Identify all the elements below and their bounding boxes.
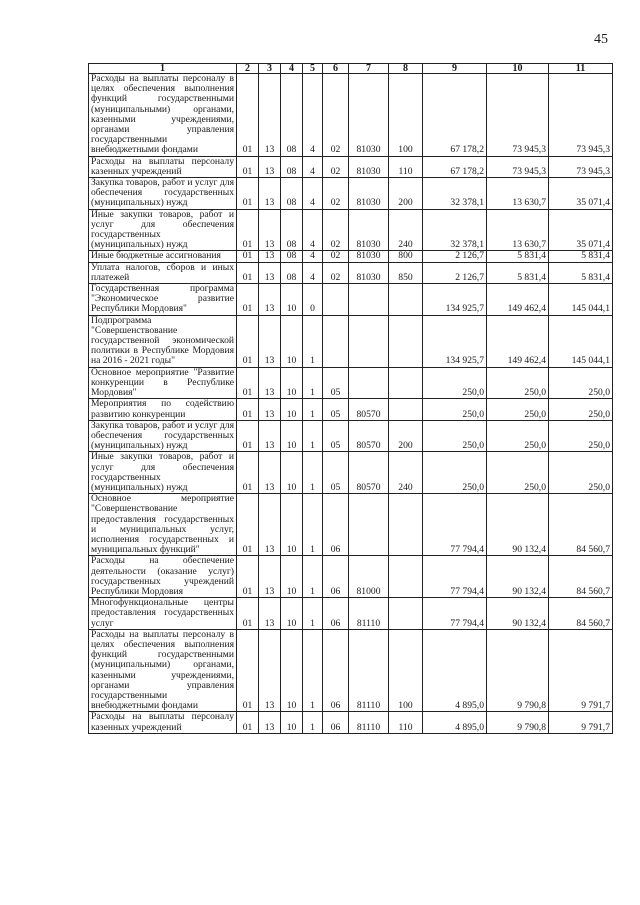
row-cell-8: 850: [389, 262, 423, 283]
row-cell-10: 250,0: [487, 420, 549, 452]
row-cell-4: 10: [281, 452, 303, 494]
row-cell-11: 145 044,1: [549, 284, 613, 316]
row-cell-7: 80570: [349, 452, 389, 494]
table-row: [89, 74, 613, 157]
row-cell-11: 35 071,4: [549, 209, 613, 251]
row-cell-4: 10: [281, 556, 303, 598]
row-cell-9: 77 794,4: [423, 556, 487, 598]
row-cell-7: 80570: [349, 399, 389, 420]
row-cell-8: [389, 598, 423, 630]
row-cell-9: 134 925,7: [423, 315, 487, 367]
row-cell-4: 08: [281, 178, 303, 210]
row-cell-2: 01: [237, 494, 259, 556]
row-cell-10: 149 462,4: [487, 284, 549, 316]
table-row: [89, 251, 613, 262]
row-cell-5: 1: [303, 315, 323, 367]
header-col-7: 7: [349, 64, 389, 74]
row-cell-7: 81030: [349, 209, 389, 251]
row-cell-5: 4: [303, 209, 323, 251]
row-cell-9: 134 925,7: [423, 284, 487, 316]
row-cell-6: [323, 284, 349, 316]
row-cell-9: 67 178,2: [423, 156, 487, 177]
row-cell-7: 81030: [349, 156, 389, 177]
row-name-cell: Мероприятия по содействию развитию конкуренции: [89, 399, 237, 420]
row-cell-10: 250,0: [487, 399, 549, 420]
row-cell-5: 4: [303, 156, 323, 177]
row-cell-4: 10: [281, 494, 303, 556]
header-col-8: 8: [389, 64, 423, 74]
row-cell-10: 250,0: [487, 367, 549, 399]
row-cell-10: 5 831,4: [487, 251, 549, 262]
row-cell-10: 90 132,4: [487, 556, 549, 598]
row-cell-4: 08: [281, 156, 303, 177]
row-cell-7: [349, 284, 389, 316]
row-cell-7: 81030: [349, 178, 389, 210]
row-cell-2: 01: [237, 712, 259, 733]
row-cell-4: 10: [281, 420, 303, 452]
row-name-cell: Закупка товаров, работ и услуг для обеспечения государственных (муниципальных) нужд: [89, 178, 237, 210]
budget-table: [88, 63, 613, 734]
row-cell-6: 02: [323, 74, 349, 157]
row-cell-2: 01: [237, 452, 259, 494]
row-cell-2: 01: [237, 178, 259, 210]
row-cell-6: 06: [323, 629, 349, 712]
row-cell-11: 5 831,4: [549, 251, 613, 262]
header-col-5: 5: [303, 64, 323, 74]
row-cell-3: 13: [259, 262, 281, 283]
row-cell-6: 02: [323, 262, 349, 283]
row-cell-3: 13: [259, 420, 281, 452]
row-cell-2: 01: [237, 556, 259, 598]
row-name-cell: Основное мероприятие "Совершенствование предоставления государственных и муниципальных услуг, исполнения государственных и муниципальных функций": [89, 494, 237, 556]
table-row: [89, 399, 613, 420]
row-cell-9: 250,0: [423, 452, 487, 494]
row-cell-6: 06: [323, 556, 349, 598]
row-cell-3: 13: [259, 556, 281, 598]
row-cell-3: 13: [259, 494, 281, 556]
header-col-2: 2: [237, 64, 259, 74]
row-cell-6: [323, 315, 349, 367]
row-cell-6: 05: [323, 452, 349, 494]
row-cell-5: 1: [303, 420, 323, 452]
table-row: [89, 598, 613, 630]
row-cell-9: 2 126,7: [423, 251, 487, 262]
row-cell-2: 01: [237, 262, 259, 283]
row-cell-5: 4: [303, 262, 323, 283]
row-cell-3: 13: [259, 251, 281, 262]
row-cell-2: 01: [237, 598, 259, 630]
row-cell-3: 13: [259, 315, 281, 367]
header-col-1: 1: [89, 64, 237, 74]
row-cell-7: 81110: [349, 712, 389, 733]
row-name-cell: Расходы на выплаты персоналу в целях обеспечения выполнения функций государственными (муниципальными) органами, казенными учреждениями, органами управления государственными внебюджетными фондами: [89, 629, 237, 712]
table-row: [89, 452, 613, 494]
row-cell-4: 08: [281, 209, 303, 251]
row-cell-2: 01: [237, 315, 259, 367]
row-cell-8: 110: [389, 156, 423, 177]
row-cell-4: 08: [281, 251, 303, 262]
header-col-6: 6: [323, 64, 349, 74]
row-cell-2: 01: [237, 209, 259, 251]
row-name-cell: Расходы на обеспечение деятельности (оказание услуг) государственных учреждений Республики Мордовия: [89, 556, 237, 598]
row-cell-8: 800: [389, 251, 423, 262]
row-cell-11: 5 831,4: [549, 262, 613, 283]
row-cell-6: 06: [323, 598, 349, 630]
row-cell-10: 5 831,4: [487, 262, 549, 283]
row-cell-9: 250,0: [423, 367, 487, 399]
table-body: [89, 74, 613, 734]
row-cell-2: 01: [237, 251, 259, 262]
row-cell-8: 200: [389, 420, 423, 452]
row-cell-3: 13: [259, 712, 281, 733]
table-row: [89, 494, 613, 556]
table-row: [89, 178, 613, 210]
row-cell-7: [349, 367, 389, 399]
row-cell-10: 73 945,3: [487, 74, 549, 157]
row-cell-7: [349, 494, 389, 556]
row-cell-11: 250,0: [549, 399, 613, 420]
row-cell-2: 01: [237, 629, 259, 712]
row-cell-3: 13: [259, 598, 281, 630]
row-cell-3: 13: [259, 284, 281, 316]
row-name-cell: Расходы на выплаты персоналу казенных учреждений: [89, 156, 237, 177]
row-cell-7: [349, 315, 389, 367]
row-cell-4: 10: [281, 315, 303, 367]
row-cell-3: 13: [259, 156, 281, 177]
row-cell-9: 250,0: [423, 399, 487, 420]
row-cell-2: 01: [237, 420, 259, 452]
row-cell-11: 84 560,7: [549, 556, 613, 598]
row-cell-4: 10: [281, 712, 303, 733]
table-row: [89, 629, 613, 712]
row-cell-7: 81030: [349, 74, 389, 157]
row-cell-6: 05: [323, 399, 349, 420]
row-cell-11: 250,0: [549, 420, 613, 452]
row-cell-3: 13: [259, 399, 281, 420]
row-cell-5: 1: [303, 712, 323, 733]
row-cell-9: 67 178,2: [423, 74, 487, 157]
row-name-cell: Уплата налогов, сборов и иных платежей: [89, 262, 237, 283]
row-cell-8: [389, 556, 423, 598]
header-col-11: 11: [549, 64, 613, 74]
row-cell-4: 08: [281, 74, 303, 157]
row-cell-10: 73 945,3: [487, 156, 549, 177]
row-cell-3: 13: [259, 452, 281, 494]
row-name-cell: Закупка товаров, работ и услуг для обеспечения государственных (муниципальных) нужд: [89, 420, 237, 452]
row-cell-6: 02: [323, 178, 349, 210]
row-cell-5: 1: [303, 399, 323, 420]
header-col-4: 4: [281, 64, 303, 74]
row-cell-10: 90 132,4: [487, 494, 549, 556]
row-cell-2: 01: [237, 399, 259, 420]
row-cell-10: 90 132,4: [487, 598, 549, 630]
row-cell-6: 02: [323, 251, 349, 262]
table-row: [89, 262, 613, 283]
row-cell-7: 81110: [349, 598, 389, 630]
row-cell-3: 13: [259, 209, 281, 251]
table-row: [89, 209, 613, 251]
row-cell-11: 250,0: [549, 367, 613, 399]
row-cell-4: 08: [281, 262, 303, 283]
row-cell-2: 01: [237, 74, 259, 157]
row-cell-9: 77 794,4: [423, 494, 487, 556]
row-cell-6: 05: [323, 420, 349, 452]
row-cell-11: 145 044,1: [549, 315, 613, 367]
header-col-9: 9: [423, 64, 487, 74]
row-name-cell: Расходы на выплаты персоналу в целях обеспечения выполнения функций государственными (муниципальными) органами, казенными учреждениями, органами управления государственными внебюджетными фондами: [89, 74, 237, 157]
table-row: [89, 367, 613, 399]
row-cell-4: 10: [281, 399, 303, 420]
row-cell-5: 1: [303, 367, 323, 399]
row-cell-5: 1: [303, 598, 323, 630]
row-cell-5: 1: [303, 452, 323, 494]
row-cell-5: 0: [303, 284, 323, 316]
row-cell-10: 9 790,8: [487, 629, 549, 712]
row-cell-9: 32 378,1: [423, 209, 487, 251]
row-cell-8: 240: [389, 452, 423, 494]
table-row: [89, 156, 613, 177]
row-cell-4: 10: [281, 629, 303, 712]
row-cell-11: 84 560,7: [549, 494, 613, 556]
table-header-row: [89, 64, 613, 74]
row-cell-8: [389, 315, 423, 367]
row-cell-8: 200: [389, 178, 423, 210]
table-row: [89, 556, 613, 598]
row-cell-2: 01: [237, 156, 259, 177]
row-name-cell: Расходы на выплаты персоналу казенных учреждений: [89, 712, 237, 733]
row-cell-6: 02: [323, 209, 349, 251]
header-col-10: 10: [487, 64, 549, 74]
table-row: [89, 284, 613, 316]
row-cell-6: 06: [323, 494, 349, 556]
row-cell-7: 80570: [349, 420, 389, 452]
row-cell-5: 4: [303, 251, 323, 262]
row-cell-5: 4: [303, 178, 323, 210]
row-name-cell: Иные закупки товаров, работ и услуг для обеспечения государственных (муниципальных) нужд: [89, 452, 237, 494]
row-cell-10: 13 630,7: [487, 209, 549, 251]
row-cell-4: 10: [281, 284, 303, 316]
row-cell-8: 100: [389, 629, 423, 712]
row-cell-3: 13: [259, 74, 281, 157]
row-name-cell: Государственная программа "Экономическое развитие Республики Мордовия": [89, 284, 237, 316]
row-cell-10: 250,0: [487, 452, 549, 494]
row-cell-8: [389, 367, 423, 399]
row-cell-4: 10: [281, 367, 303, 399]
row-cell-11: 35 071,4: [549, 178, 613, 210]
row-cell-11: 9 791,7: [549, 629, 613, 712]
row-cell-4: 10: [281, 598, 303, 630]
row-cell-11: 9 791,7: [549, 712, 613, 733]
row-cell-8: [389, 494, 423, 556]
row-name-cell: Иные бюджетные ассигнования: [89, 251, 237, 262]
table-row: [89, 712, 613, 733]
row-cell-11: 84 560,7: [549, 598, 613, 630]
row-cell-10: 149 462,4: [487, 315, 549, 367]
row-cell-3: 13: [259, 367, 281, 399]
row-cell-9: 250,0: [423, 420, 487, 452]
row-cell-9: 4 895,0: [423, 629, 487, 712]
row-name-cell: Иные закупки товаров, работ и услуг для обеспечения государственных (муниципальных) нужд: [89, 209, 237, 251]
row-cell-2: 01: [237, 367, 259, 399]
row-cell-3: 13: [259, 629, 281, 712]
row-cell-11: 73 945,3: [549, 156, 613, 177]
row-cell-8: [389, 284, 423, 316]
row-cell-7: 81030: [349, 251, 389, 262]
row-cell-6: 05: [323, 367, 349, 399]
row-cell-9: 4 895,0: [423, 712, 487, 733]
header-col-3: 3: [259, 64, 281, 74]
row-cell-10: 9 790,8: [487, 712, 549, 733]
row-cell-5: 4: [303, 74, 323, 157]
row-cell-7: 81000: [349, 556, 389, 598]
row-cell-9: 2 126,7: [423, 262, 487, 283]
row-cell-7: 81110: [349, 629, 389, 712]
row-cell-10: 13 630,7: [487, 178, 549, 210]
page-number: 45: [594, 32, 608, 47]
row-cell-8: 110: [389, 712, 423, 733]
row-cell-2: 01: [237, 284, 259, 316]
row-name-cell: Подпрограмма "Совершенствование государственной экономической политики в Республике Мордовия на 2016 - 2021 годы": [89, 315, 237, 367]
table-row: [89, 420, 613, 452]
row-cell-6: 06: [323, 712, 349, 733]
row-cell-8: [389, 399, 423, 420]
row-name-cell: Многофункциональные центры предоставления государственных услуг: [89, 598, 237, 630]
row-cell-11: 73 945,3: [549, 74, 613, 157]
row-cell-6: 02: [323, 156, 349, 177]
row-cell-8: 240: [389, 209, 423, 251]
row-cell-3: 13: [259, 178, 281, 210]
row-cell-5: 1: [303, 629, 323, 712]
row-cell-8: 100: [389, 74, 423, 157]
table-row: [89, 315, 613, 367]
row-cell-7: 81030: [349, 262, 389, 283]
row-cell-5: 1: [303, 494, 323, 556]
row-cell-9: 77 794,4: [423, 598, 487, 630]
row-name-cell: Основное мероприятие "Развитие конкуренции в Республике Мордовия": [89, 367, 237, 399]
row-cell-11: 250,0: [549, 452, 613, 494]
row-cell-5: 1: [303, 556, 323, 598]
row-cell-9: 32 378,1: [423, 178, 487, 210]
